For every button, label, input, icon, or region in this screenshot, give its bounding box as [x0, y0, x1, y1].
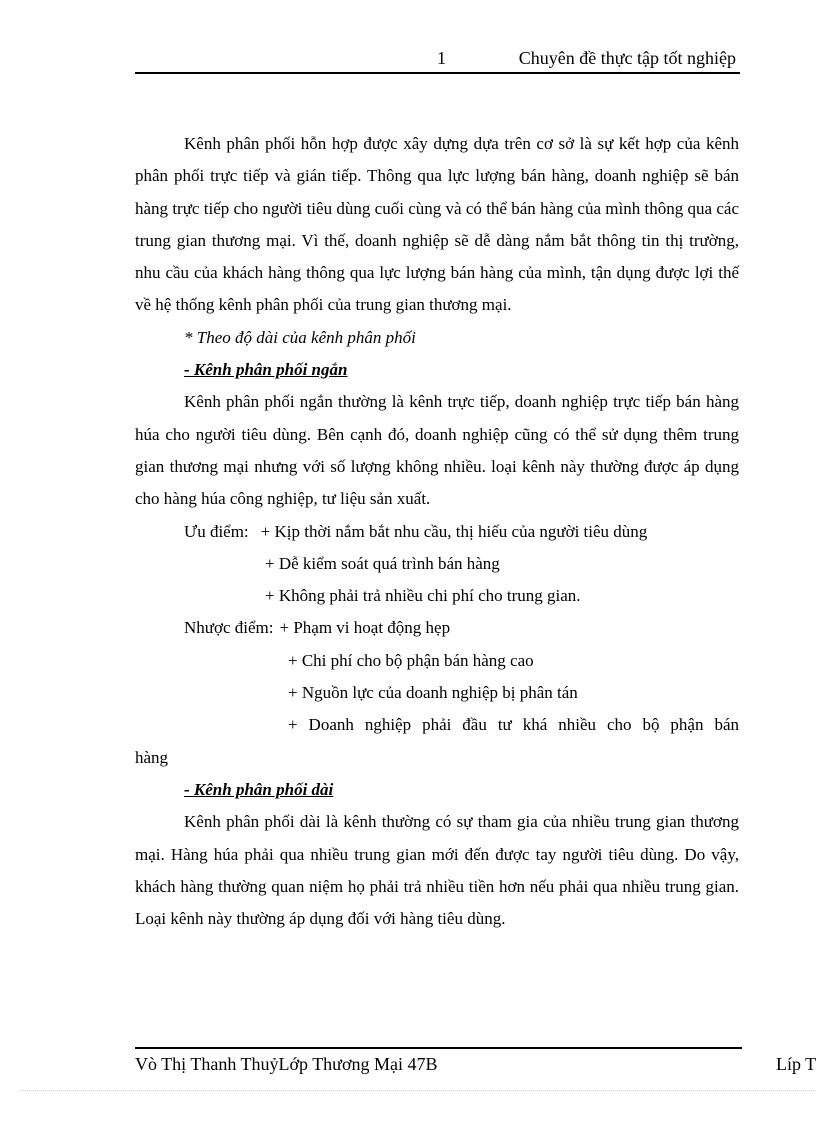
- footer-divider: [135, 1047, 742, 1049]
- advantage-item: + Kịp thời nắm bắt nhu cầu, thị hiếu của người tiêu dùng: [260, 521, 648, 541]
- header-title: Chuyên đề thực tập tốt nghiệp: [518, 48, 736, 68]
- intro-paragraph: Kênh phân phối hỗn hợp được xây dựng dựa trên cơ sở là sự kết hợp của kênh phân phối trực tiếp và gián tiếp. Thông qua lực lượng bán hàng, doanh nghiệp sẽ bán hàng trực tiếp cho người tiêu dùng cuối cùng và có thể bán hàng của mình thông qua các trung gian thương mại. Vì thế, doanh nghiệp sẽ dễ dàng nắm bắt thông tin thị trường, nhu cầu của khách hàng thông qua lực lượng bán hàng của mình, tận dụng được lợi thế về hệ thống kênh phân phối của trung gian thương mại.: [135, 134, 739, 315]
- disadvantage-item: + Nguồn lực của doanh nghiệp bị phân tán: [288, 683, 578, 703]
- advantages-list: [135, 516, 739, 613]
- page-break-divider: [20, 1090, 816, 1091]
- disadvantages-label: Nhược điểm:: [184, 618, 274, 638]
- long-channel-paragraph: Kênh phân phối dài là kênh thường có sự tham gia của nhiều trung gian thương mại. Hàng húa phải qua nhiều trung gian mới đến được tay người tiêu dùng. Do vậy, khách hàng thường quan niệm họ phải trả nhiều tiền hơn nếu phải qua nhiều trung gian. Loại kênh này thường áp dụng đối với hàng tiêu dùng.: [135, 812, 739, 929]
- page-number: 1: [437, 48, 446, 68]
- disadvantages-list: [135, 612, 739, 773]
- advantage-item: + Dễ kiểm soát quá trình bán hàng: [265, 553, 500, 573]
- document-body: [135, 128, 739, 935]
- length-subheading: * Theo độ dài của kênh phân phối: [184, 327, 416, 347]
- long-channel-heading-text: - Kênh phân phối dài: [184, 779, 334, 799]
- short-channel-heading: [135, 354, 739, 386]
- page-header: [135, 48, 740, 74]
- advantages-label: Ưu điểm:: [184, 521, 249, 541]
- short-channel-heading-text: - Kênh phân phối ngắn: [184, 360, 348, 380]
- footer-class: Líp T: [776, 1054, 816, 1074]
- short-channel-paragraph: Kênh phân phối ngắn thường là kênh trực tiếp, doanh nghiệp trực tiếp bán hàng húa cho người tiêu dùng. Bên cạnh đó, doanh nghiệp cũng có thể sử dụng thêm trung gian thương mại nhưng với số lượng không nhiều. loại kênh này thường được áp dụng cho hàng húa công nghiệp, tư liệu sản xuất.: [135, 392, 739, 509]
- long-channel-heading: [135, 774, 739, 806]
- disadvantage-item: + Phạm vi hoạt động hẹp: [279, 618, 451, 638]
- advantage-item: + Không phải trả nhiều chi phí cho trung gian.: [265, 586, 581, 606]
- disadvantage-item: + Chi phí cho bộ phận bán hàng cao: [288, 650, 534, 670]
- footer-author: Vò Thị Thanh ThuỷLớp Thương Mại 47B: [135, 1054, 438, 1074]
- disadvantage-item-tail: hàng: [135, 747, 169, 767]
- disadvantage-item: + Doanh nghiệp phải đầu tư khá nhiều cho bộ phận bán: [288, 715, 739, 735]
